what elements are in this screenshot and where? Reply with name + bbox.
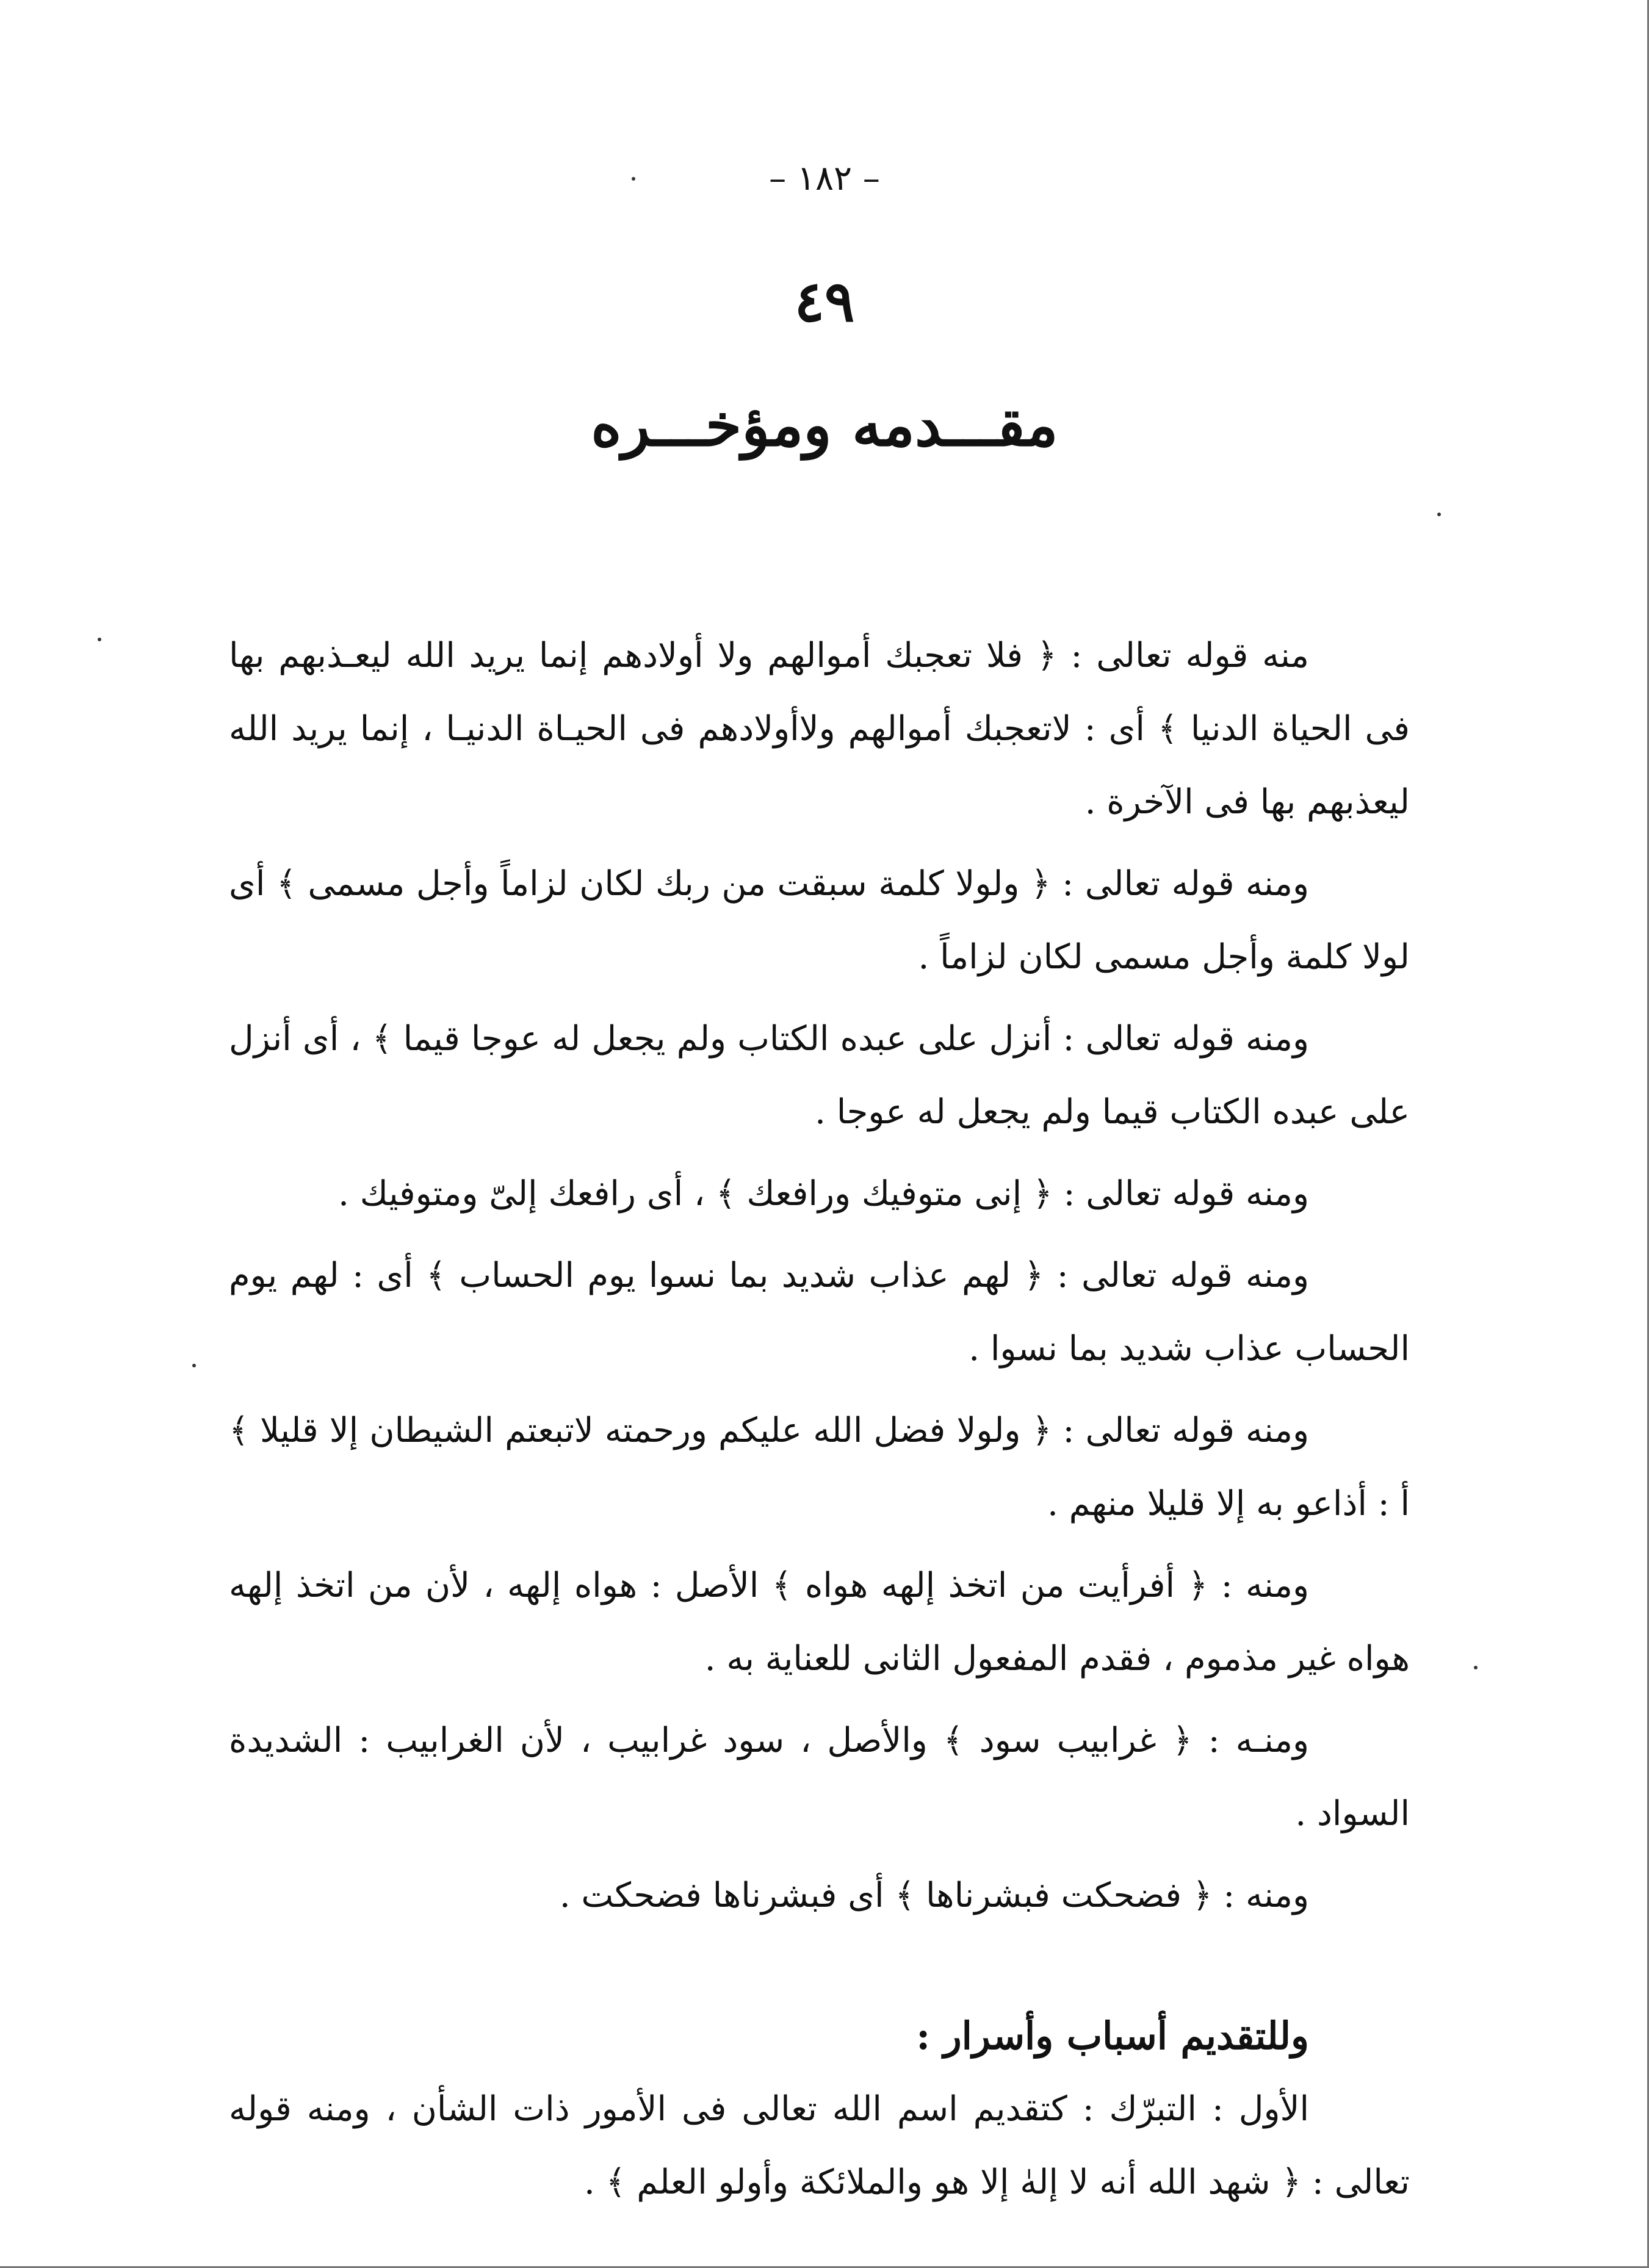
scan-speck [98, 638, 101, 641]
paragraph: ومنه : ﴿ فضحكت فبشرناها ﴾ أى فبشرناها فضحكت . [559, 1876, 1309, 1915]
section-heading: وللتقديم أسباب وأسرار : [916, 2014, 1309, 2058]
scan-speck [192, 1364, 196, 1367]
paragraph: ومنه قوله تعالى : ﴿ ولولا فضل الله عليكم ورحمته لاتبعتم الشيطان إلا قليلا ﴾ أ : أذاعو به إلا قليلا منهم . [229, 1411, 1410, 1524]
paragraph: ومنه قوله تعالى : ﴿ لهم عذاب شديد بما نسوا يوم الحساب ﴾ أى : لهم يوم الحساب عذاب شديد بما نسوا . [229, 1256, 1410, 1369]
page-number: – ١٨٢ – [769, 159, 880, 198]
paragraph: الأول : التبرّك : كتقديم اسم الله تعالى فى الأمور ذات الشأن ، ومنه قوله تعالى : ﴿ شهد الله أنه لا إلهٰ إلا هو والملائكة وأولو العلم ﴾ . [229, 2089, 1410, 2202]
page-body [229, 619, 1410, 2228]
paragraph: ومنـه : ﴿ غرابيب سود ﴾ والأصل ، سود غرابيب ، لأن الغرابيب : الشديدة السواد . [229, 1721, 1410, 1834]
paragraph: ومنه : ﴿ أفرأيت من اتخذ إلهه هواه ﴾ الأصل : هواه إلهه ، لأن من اتخذ إلهه هواه غير مذموم ، فقدم المفعول الثانى للعناية به . [229, 1566, 1410, 1679]
scan-speck [1437, 513, 1441, 516]
paragraph: ومنه قوله تعالى : ﴿ إنى متوفيك ورافعك ﴾ ، أى رافعك إلىّ ومتوفيك . [338, 1174, 1309, 1214]
paragraph: منه قوله تعالى : ﴿ فلا تعجبك أموالهم ولا أولادهم إنما يريد الله ليعـذبهم بها فى الحياة الدنيا ﴾ أى : لاتعجبك أموالهم ولاأولادهم فى الحيـاة الدنيـا ، إنما يريد الله ليعذبهم بها فى الآخرة . [229, 636, 1410, 822]
chapter-title: مقـــدمه ومؤخـــره [591, 391, 1058, 459]
paragraph: ومنه قوله تعالى : ﴿ ولولا كلمة سبقت من ربك لكان لزاماً وأجل مسمى ﴾ أى لولا كلمة وأجل مسمى لكان لزاماً . [229, 864, 1410, 977]
paragraph: ومنه قوله تعالى : أنزل على عبده الكتاب ولم يجعل له عوجا قيما ﴾ ، أى أنزل على عبده الكتاب قيما ولم يجعل له عوجا . [229, 1019, 1410, 1132]
scan-speck [1474, 1666, 1478, 1669]
scan-speck [632, 177, 635, 181]
chapter-number: ٤٩ [794, 268, 855, 334]
